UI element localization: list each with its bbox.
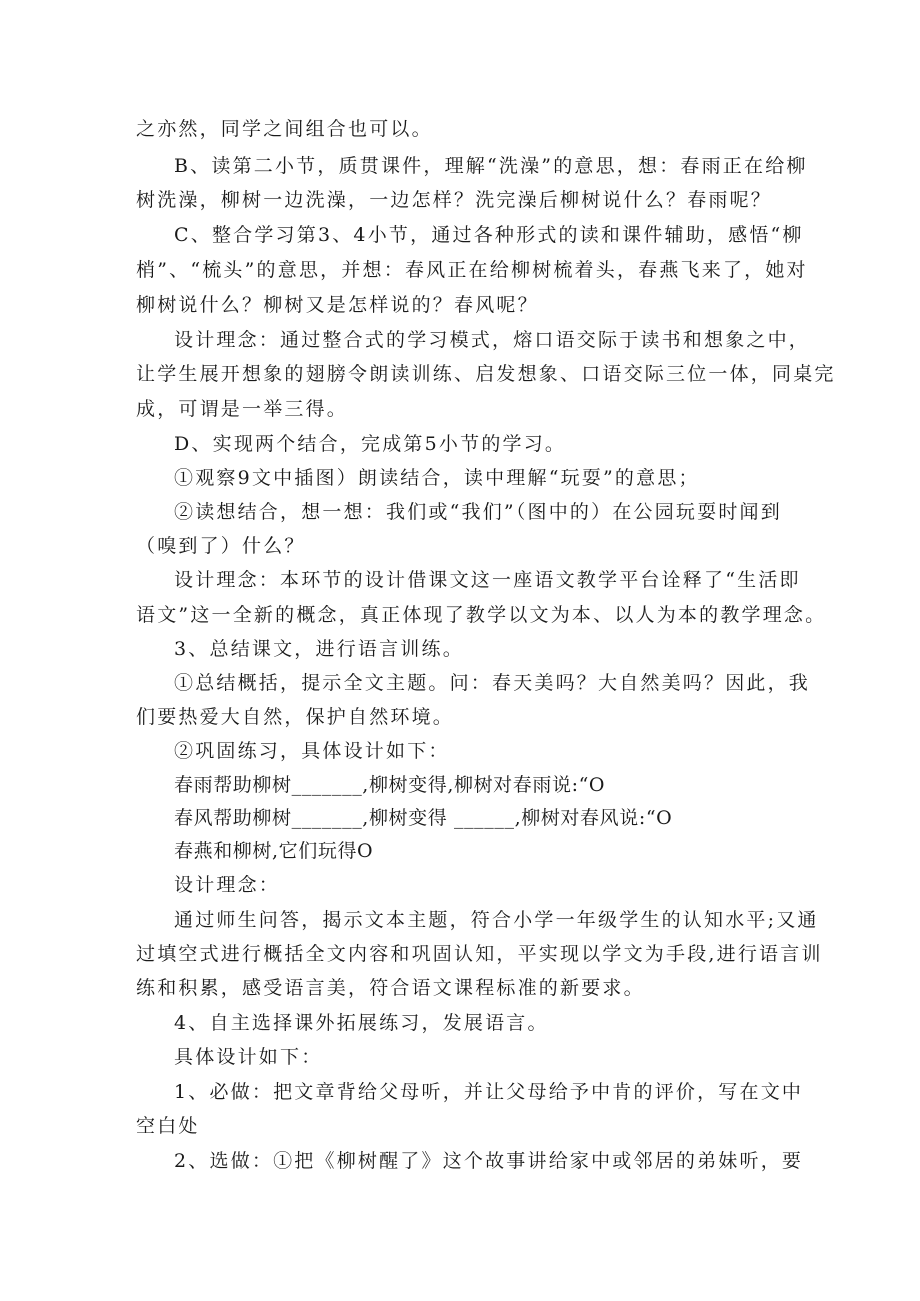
text-line: C、整合学习第3、4小节，通过各种形式的读和课件辅助，感悟“柳 (174, 224, 804, 246)
text-line: 梢”、“梳头”的意思，并想：春风正在给柳树梳着头，春燕飞来了，她对 (136, 259, 808, 281)
text-line: 们要热爱大自然，保护自然环境。 (136, 706, 455, 728)
text-line: 语文”这一全新的概念，真正体现了教学以文为本、以人为本的教学理念。 (136, 604, 827, 626)
text-line: （嗅到了）什么？ (136, 535, 306, 557)
text-line: 柳树说什么？柳树又是怎样说的？春风呢？ (136, 294, 539, 316)
text-line: 设计理念： (174, 874, 281, 896)
text-line: 1、必做：把文章背给父母听，并让父母给予中肯的评价，写在文中 (174, 1081, 804, 1103)
fill-blank-line: 春雨帮助柳树_______,柳树变得,柳树对春雨说:“O (174, 774, 606, 796)
text-line: 具体设计如下： (174, 1046, 323, 1068)
text-line: ①总结概括，提示全文主题。问：春天美吗？大自然美吗？因此，我 (174, 672, 811, 694)
text-line: 4、自主选择课外拓展练习，发展语言。 (174, 1012, 549, 1034)
text-line: 成，可谓是一举三得。 (136, 398, 349, 420)
text-line: ①观察9文中插图）朗读结合，读中理解“玩耍”的意思； (174, 467, 700, 489)
text-line: D、实现两个结合，完成第5小节的学习。 (174, 433, 567, 455)
text-line: 让学生展开想象的翅膀令朗读训练、启发想象、口语交际三位一体，同桌完 (136, 363, 836, 385)
text-line: 2、选做：①把《柳树醒了》这个故事讲给家中或邻居的弟妹听，要 (174, 1150, 804, 1172)
text-line: 通过师生问答，揭示文本主题，符合小学一年级学生的认知水平;又通 (174, 909, 819, 931)
text-line: 3、总结课文，进行语言训练。 (174, 638, 464, 660)
text-line: B、读第二小节，质贯课件，理解“洗澡”的意思，想：春雨正在给柳 (174, 155, 808, 177)
text-line: 之亦然，同学之间组合也可以。 (136, 118, 433, 140)
text-line: 设计理念：通过整合式的学习模式，熔口语交际于读书和想象之中， (174, 329, 811, 351)
text-line: 树洗澡，柳树一边洗澡，一边怎样？洗完澡后柳树说什么？春雨呢？ (136, 189, 773, 211)
fill-blank-line: 春风帮助柳树_______,柳树变得 ______,柳树对春风说:“O (174, 807, 673, 829)
text-line: 设计理念：本环节的设计借课文这一座语文教学平台诠释了“生活即 (174, 569, 801, 591)
fill-blank-line: 春燕和柳树,它们玩得O (174, 840, 374, 862)
text-line: 空白处 (136, 1115, 200, 1137)
text-line: ②巩固练习，具体设计如下： (174, 740, 450, 762)
text-line: 练和积累，感受语言美，符合语文课程标准的新要求。 (136, 977, 645, 999)
text-line: 过填空式进行概括全文内容和巩固认知，平实现以学文为手段,进行语言训 (136, 943, 823, 965)
text-line: ②读想结合，想一想：我们或“我们”（图中的）在公园玩耍时闻到 (174, 501, 782, 523)
